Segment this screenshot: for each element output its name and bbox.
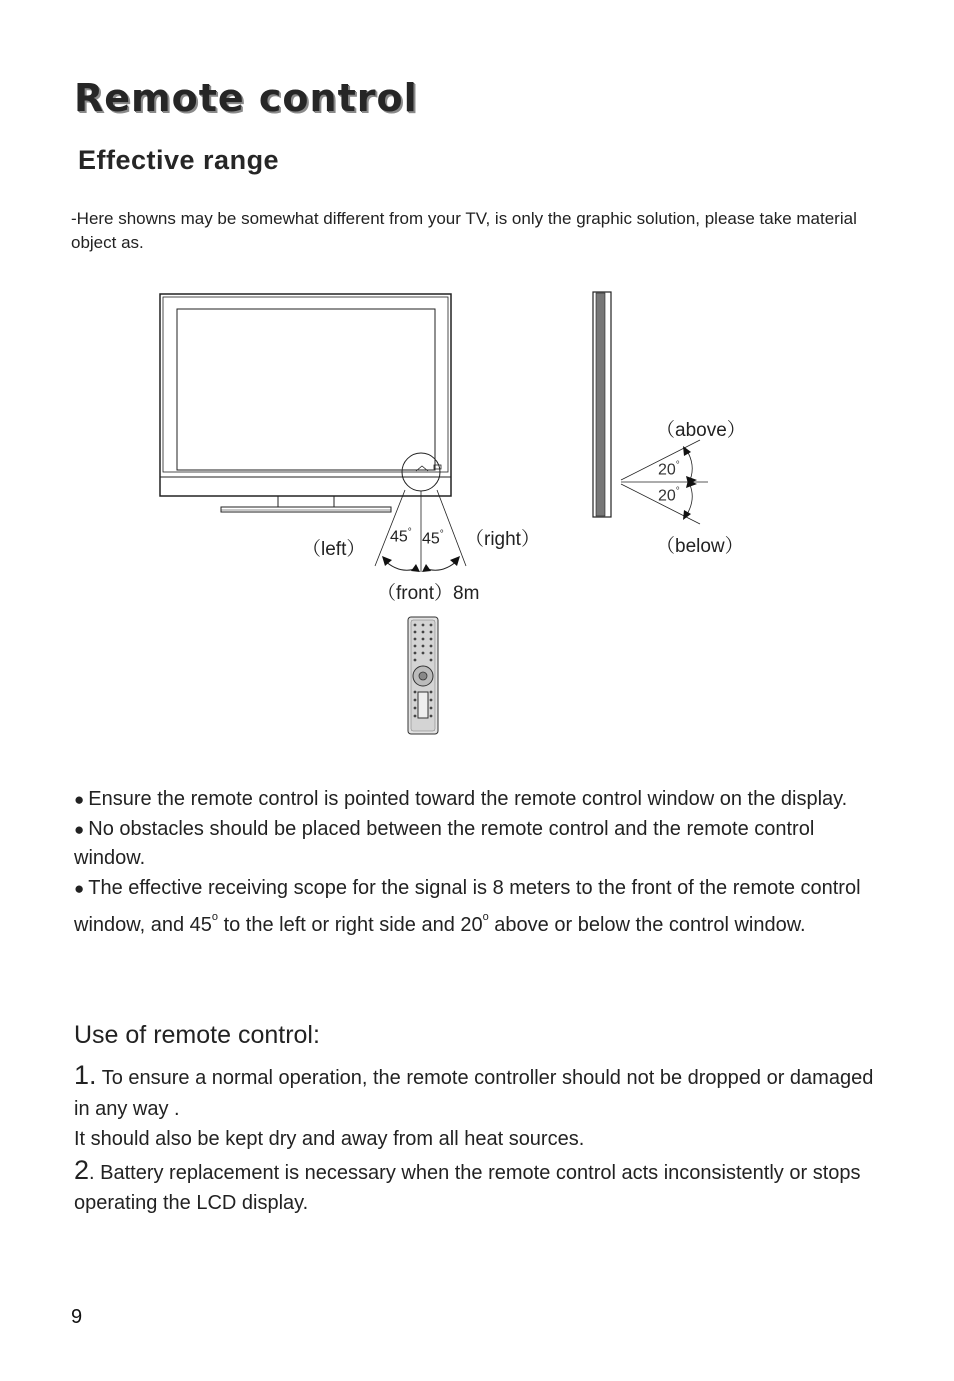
step-2: 2. Battery replacement is necessary when the remote control acts inconsistently or stops operating the LCD display.: [74, 1154, 861, 1214]
bullet-item: ● Ensure the remote control is pointed toward the remote control window on the display.: [74, 788, 848, 810]
bullet-icon: ●: [74, 819, 85, 839]
angle-left: 45°: [390, 527, 412, 546]
right-label: （right）: [465, 529, 540, 550]
use-heading: Use of remote control:: [74, 1021, 320, 1049]
page-number: 9: [71, 1306, 83, 1328]
bullet-icon: ●: [74, 790, 85, 809]
above-label: （above）: [656, 420, 746, 441]
steps-list: [74, 1060, 874, 1219]
bullet-icon: ●: [74, 878, 85, 898]
bullet-item: ● No obstacles should be placed between the remote control and the remote control window.: [74, 817, 815, 869]
step-1-continued: It should also be kept dry and away from all heat sources.: [74, 1128, 585, 1150]
step-1: 1. To ensure a normal operation, the remote controller should not be dropped or damaged in any way .: [74, 1060, 874, 1120]
remote-control-illustration: [408, 617, 438, 734]
disclaimer-note: -Here showns may be somewhat different from your TV, is only the graphic solution, please take material object as.: [71, 209, 857, 252]
section-title: Effective range: [78, 145, 280, 175]
front-label: （front）8m: [377, 583, 480, 604]
angle-right: 45°: [422, 529, 444, 548]
bullet-list: [74, 785, 874, 941]
below-label: （below）: [656, 536, 744, 557]
tv-side-illustration: [593, 292, 708, 524]
tv-front-illustration: [160, 294, 466, 572]
bullet-item: ● The effective receiving scope for the signal is 8 meters to the front of the remote control window, and 45$^o$ to the left or right side and 20$^o$ above or below the control window.: [74, 876, 861, 936]
angle-above: 20°: [658, 460, 680, 479]
page-title: Remote control: [74, 76, 418, 120]
left-label: （left）: [302, 539, 366, 560]
angle-below: 20°: [658, 486, 680, 505]
